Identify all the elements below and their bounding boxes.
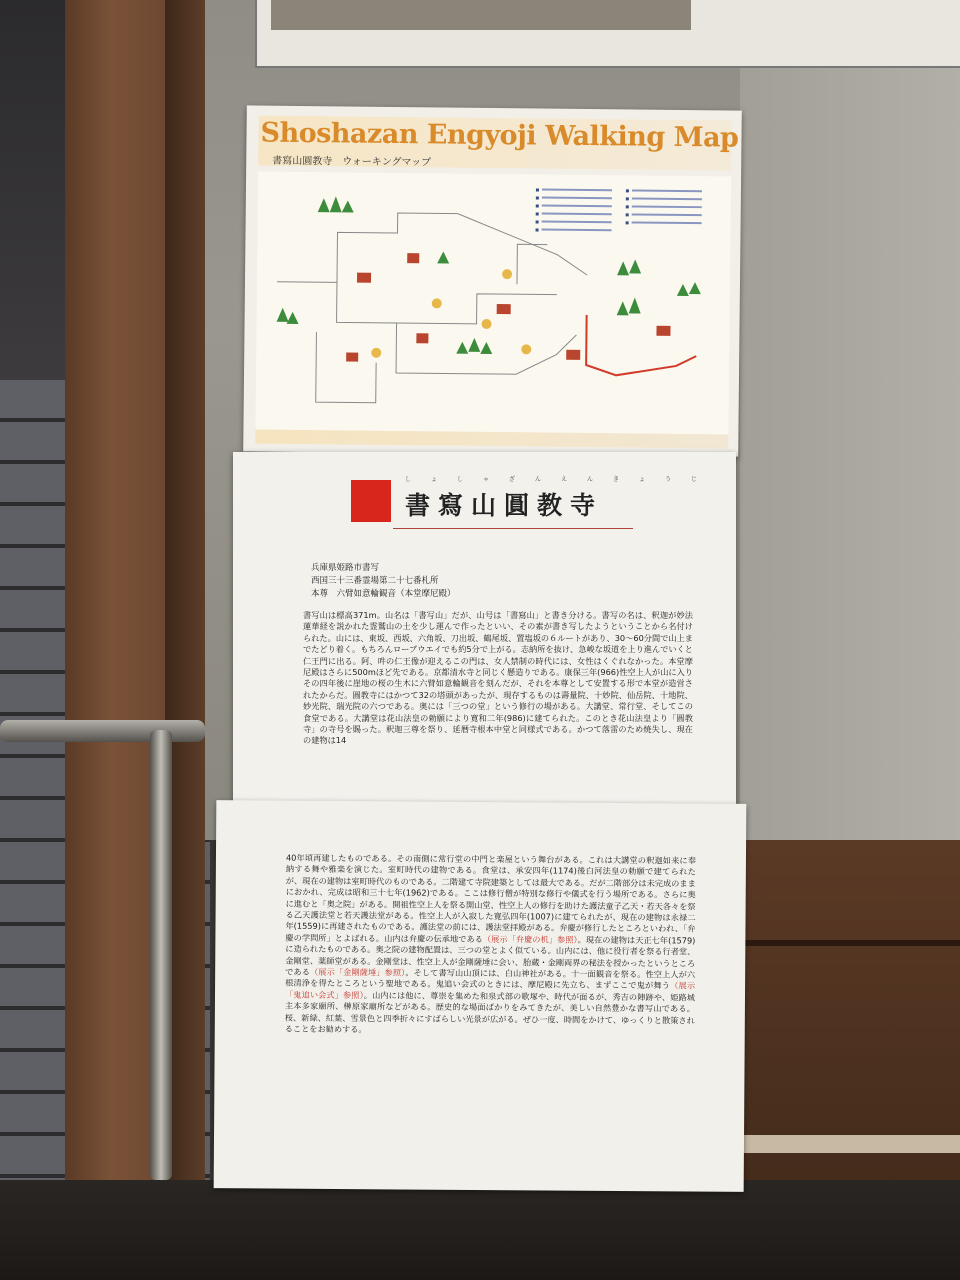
paragraph-b-part-4: 。山内には他に、尊崇を集めた和泉式部の歌塚や、時代が面るが、秀吉の陣跡や、姫路城主本多家廟所、榊原家廟所などがある。歴史的な場面ばかりをみてきたが、美しい自然豊かな書写山である。桜、新緑、紅葉、雪景色と四季折々にすばらしい光景が広がる。ぜひ一度、時間をかけて、ゆっくりと散策されることをお勧めする。 bbox=[284, 990, 696, 1035]
info-main-deity: 本尊 六臂如意輪観音（本堂摩尼殿） bbox=[311, 589, 456, 599]
paragraph-b-part-2: 。現在の建物は天正七年(1579)に造られたものである。奥之院の建物配置は、三つの堂とよく似ている。山内には、他に役行者を祭る行者堂、金剛堂、薬師堂がある。金剛堂は、性空上人が金剛薩埵に会い、胎蔵・金剛両界の秘法を授かったというところである bbox=[285, 934, 696, 977]
exhibit-note-oni-oi: （展示「鬼追い会式」参照） bbox=[284, 980, 696, 1001]
metal-handrail bbox=[0, 720, 205, 742]
top-poster bbox=[255, 0, 960, 68]
description-paragraph-a: 書写山は標高371m。山名は「書写山」だが、山号は「書寫山」と書き分ける。書写の名は、釈迦が妙法蓮華経を説かれた霊鷲山の土を少し運んで作ったといい、その素が書き写したようということから名付けられた。山には、東坂、西坂、六角坂、刀出坂、鶴尾坂、置塩坂の６ルートがあり、30〜60分間で山上までたどり着く。もちろんロープウエイでも約5分で上がる。志納所を抜け、急峻な坂道を上り進んでいくと仁王門に出る。阿、吽の仁王像が迎えるこの門は、女人禁制の時代には、女性はくぐれなかった。本堂摩尼殿はさらに500mほど先である。京都清水寺と同じく懸造りである。康保三年(966)性空上人が山に入りその四年後に崖地の桜の生木に六臂如意輪観音を刻んだが、それを本尊として安置する形で本堂が造営されたからだ。圓教寺にはかつて32の塔頭があったが、現存するものは壽量院、十妙院、仙岳院、十地院、妙光院、瑞光院の六つである。奥には「三つの堂」という修行の場がある。大講堂、常行堂、そしてこの食堂である。大講堂は花山法皇の勅願により寛和二年(986)に建てられた。このとき花山法皇より「圓教寺」の寺号を賜った。釈迦三尊を祭り、延暦寺根本中堂と同様式である。かつて落雷のため焼失し、現在の建物は14 bbox=[303, 610, 693, 746]
red-square-accent bbox=[351, 480, 391, 522]
description-continuation-panel bbox=[214, 800, 747, 1192]
map-subtitle: 書寫山圓教寺 ウォーキングマップ bbox=[272, 155, 432, 169]
temple-name-heading: 書寫山圓教寺 bbox=[405, 491, 604, 520]
info-pilgrimage: 西国三十三番霊場第二十七番札所 bbox=[311, 576, 439, 586]
cabinet-edge bbox=[740, 940, 960, 946]
temple-title-panel bbox=[233, 452, 736, 807]
top-poster-photo bbox=[271, 0, 691, 30]
walking-map-illustration bbox=[255, 172, 731, 435]
handrail-post bbox=[150, 730, 172, 1180]
gray-wall-right bbox=[740, 60, 960, 840]
exhibit-note-kongo-satta: （展示「金剛薩埵」参照） bbox=[309, 966, 406, 978]
title-underline bbox=[393, 528, 633, 529]
paragraph-b-part-1: 40年頃再建したものである。その南側に常行堂の中門と楽屋という舞台がある。これは大講堂の釈迦如来に奉納する舞や雅楽を演じた。室町時代の建物である。食堂は、承安四年(1174)後白河法皇の勅願で建てられたが、現在の建物は室町時代のものである。二階建て寺院建築としては最大である。だが二階部分は未完成のままにおかれ、完成は昭和三十七年(1962)である。ここは修行僧が特別な修行や儀式を行う場所である。さらに奥に進むと「奥之院」がある。開祖性空上人を祭る開山堂、性空上人の修行を助けた護法童子乙天・若天各々を祭る乙天護法堂と若天護法堂がある。性空上人が入寂した寛弘四年(1007)に建てられたが、現在の建物は永禄二年(1559)に再建されたものである。護法堂の前には、護法堂拝殿がある。弁慶が修行したところといわれ、「弁慶の学問所」とよばれる。山内は弁慶の伝承地である bbox=[285, 852, 696, 944]
map-title: Shoshazan Engyoji Walking Map bbox=[260, 117, 739, 154]
exhibit-note-benkei-desk: （展示「弁慶の机」参照） bbox=[482, 933, 578, 945]
paragraph-b-part-3: 。そして書写山山頂には、白山神社がある。十一面観音を祭る。性空上人が六根清浄を得たところという聖地である。鬼追い会式のときには、摩尼殿に先立ち、まずここで鬼が舞う bbox=[285, 967, 696, 991]
temple-info-block bbox=[311, 562, 456, 601]
walking-map-panel bbox=[243, 105, 742, 456]
title-furigana: しょしゃざんえんきょうじ bbox=[405, 476, 718, 483]
map-drawing bbox=[255, 172, 731, 435]
description-paragraph-b bbox=[285, 853, 696, 1038]
floor-shadow bbox=[0, 1180, 960, 1280]
cabinet-trim bbox=[740, 1135, 960, 1153]
info-address: 兵庫県姫路市書写 bbox=[311, 563, 380, 573]
